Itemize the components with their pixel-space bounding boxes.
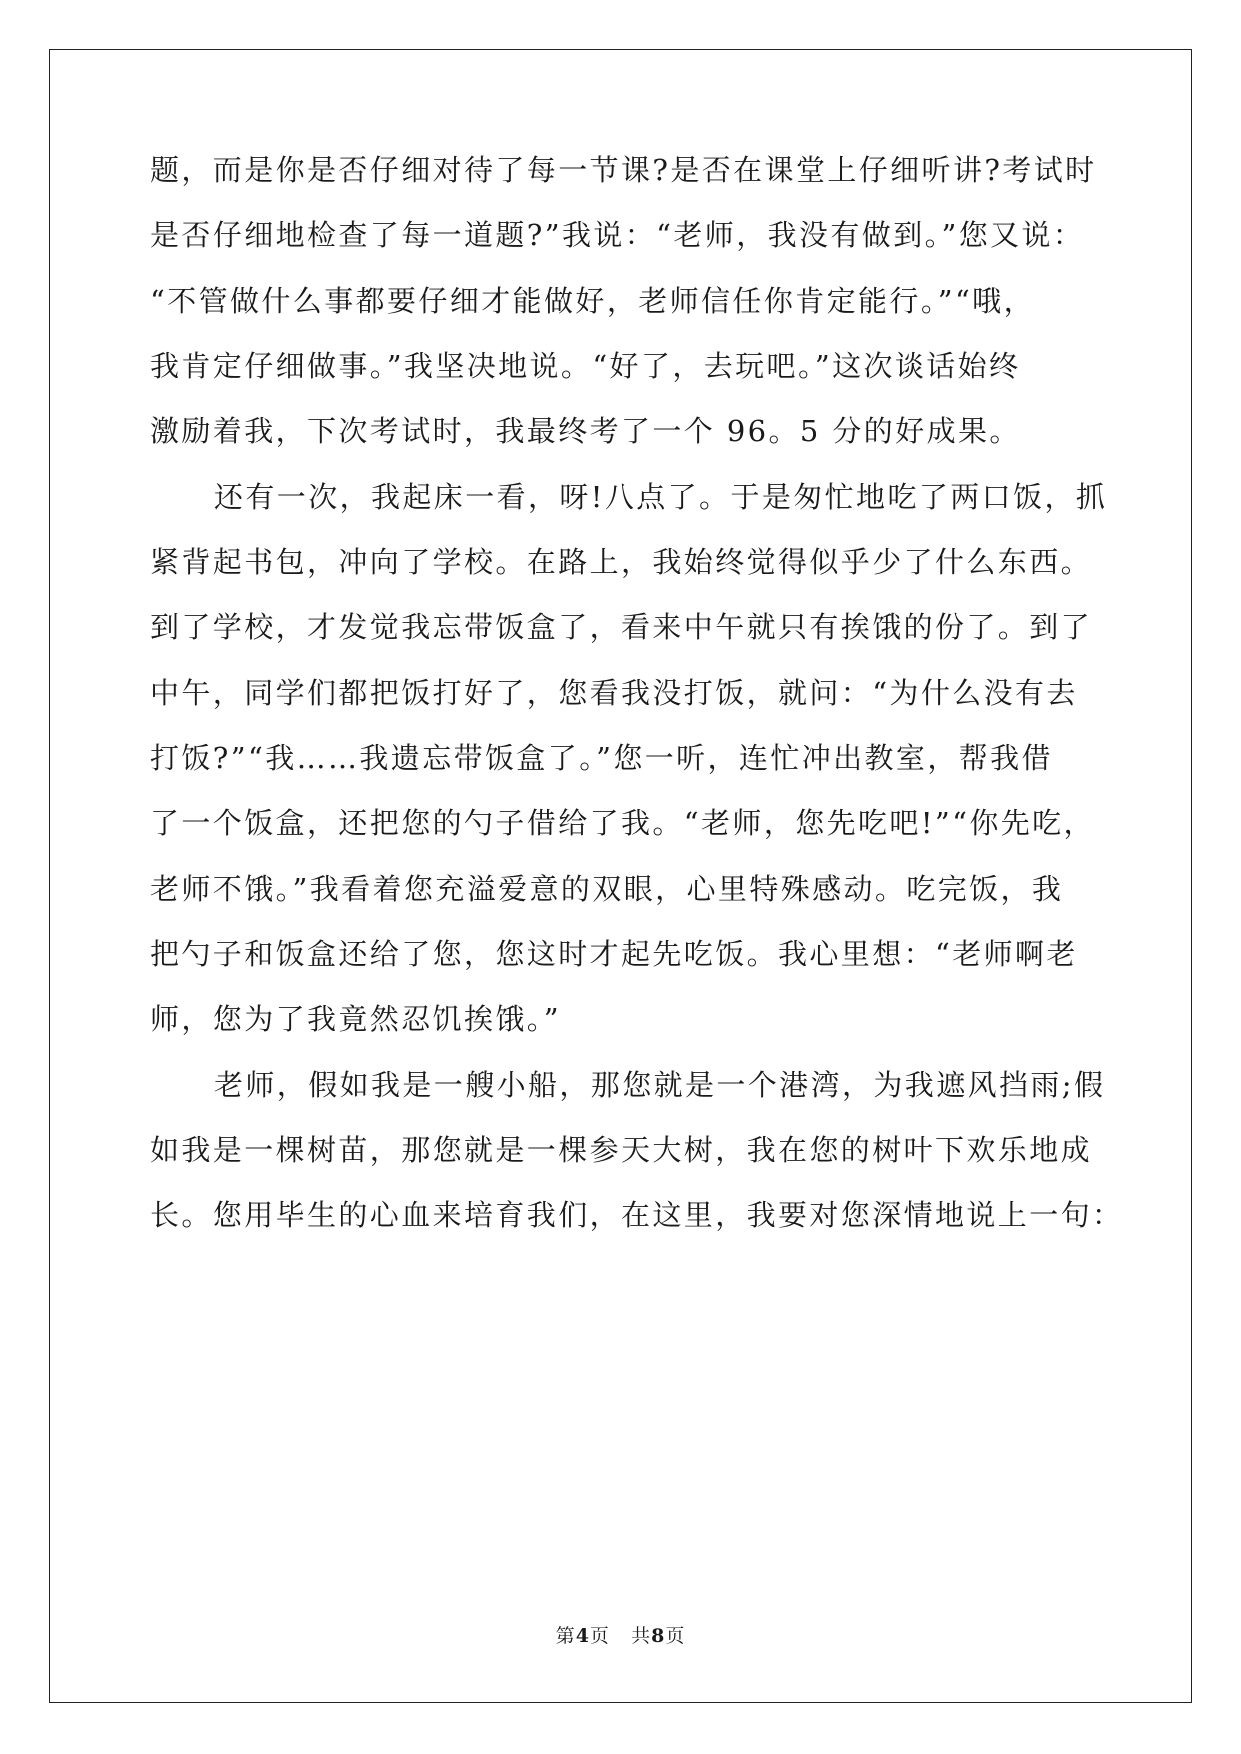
body-line-4: 我肯定仔细做事。”我坚决地说。“好了，去玩吧。”这次谈话始终 (150, 349, 1021, 383)
total-unit: 页 (665, 1625, 686, 1647)
body-line-8: 到了学校，才发觉我忘带饭盒了，看来中午就只有挨饿的份了。到了 (150, 610, 1093, 644)
body-line-2: 是否仔细地检查了每一道题?”我说：“老师，我没有做到。”您又说： (150, 218, 1085, 252)
page-footer (0, 1622, 1241, 1650)
total-prefix: 共 (631, 1625, 652, 1647)
body-line-10: 打饭?”“我……我遗忘带饭盒了。”您一听，连忙冲出教室，帮我借 (150, 741, 1053, 775)
body-line-9: 中午，同学们都把饭打好了，您看我没打饭，就问：“为什么没有去 (150, 676, 1078, 710)
page-prefix: 第 (555, 1625, 576, 1647)
current-page-number: 4 (575, 1625, 590, 1647)
body-line-14: 师，您为了我竟然忍饥挨饿。” (150, 1002, 561, 1036)
body-line-3: “不管做什么事都要仔细才能做好，老师信任你肯定能行。”“哦， (150, 284, 1035, 318)
page-unit: 页 (589, 1625, 610, 1647)
body-line-16: 如我是一棵树苗，那您就是一棵参天大树，我在您的树叶下欢乐地成 (150, 1133, 1093, 1167)
body-line-7: 紧背起书包，冲向了学校。在路上，我始终觉得似乎少了什么东西。 (150, 545, 1093, 579)
body-line-17: 长。您用毕生的心血来培育我们，在这里，我要对您深情地说上一句： (150, 1198, 1124, 1232)
paragraph-2-first-line: 还有一次，我起床一看，呀!八点了。于是匆忙地吃了两口饭，抓 (214, 480, 1108, 514)
body-line-5: 激励着我，下次考试时，我最终考了一个 96。5 分的好成果。 (150, 414, 1021, 448)
body-line-12: 老师不饿。”我看着您充溢爱意的双眼，心里特殊感动。吃完饭，我 (150, 872, 1064, 906)
paragraph-3-first-line: 老师，假如我是一艘小船，那您就是一个港湾，为我遮风挡雨;假 (214, 1068, 1106, 1102)
total-page-count: 8 (651, 1625, 666, 1647)
body-line-13: 把勺子和饭盒还给了您，您这时才起先吃饭。我心里想：“老师啊老 (150, 937, 1078, 971)
body-line-11: 了一个饭盒，还把您的勺子借给了我。“老师，您先吃吧!”“你先吃， (150, 806, 1095, 840)
body-line-1: 题，而是你是否仔细对待了每一节课?是否在课堂上仔细听讲?考试时 (150, 153, 1097, 187)
